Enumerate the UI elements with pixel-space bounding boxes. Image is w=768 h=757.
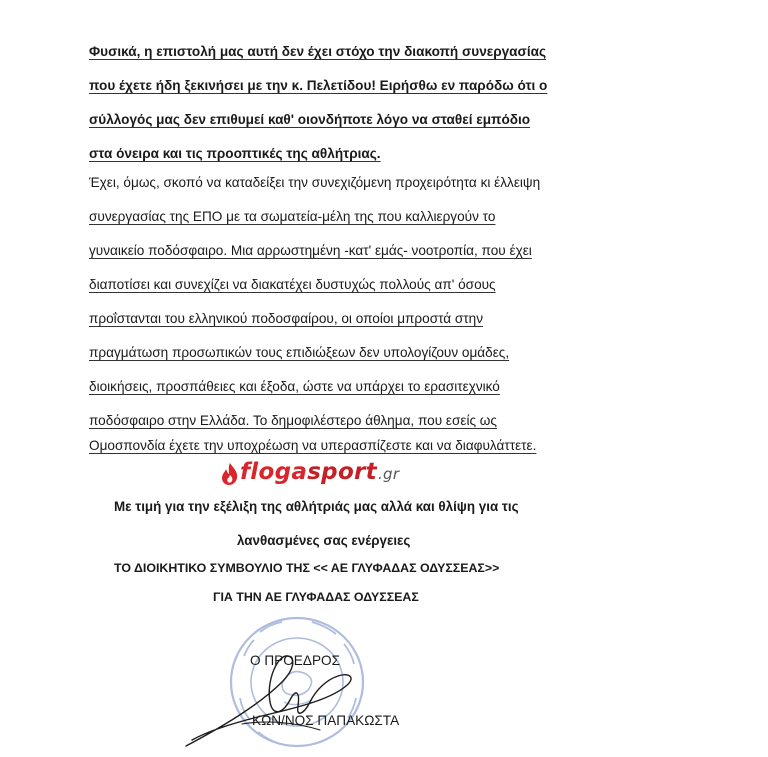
bold-line: Φυσικά, η επιστολή μας αυτή δεν έχει στόχο την διακοπή συνεργασίας: [89, 44, 547, 59]
body-line: προΐστανται του ελληνικού ποδοσφαίρου, οι οποίοι μπροστά στην: [89, 311, 484, 326]
for-club-line: ΓΙΑ ΤΗΝ ΑΕ ΓΛΥΦΑΔΑΣ ΟΔΥΣΣΕΑΣ: [213, 590, 419, 604]
president-name: ΚΩΝ/ΝΟΣ ΠΑΠΑΚΩΣΤΑ: [252, 713, 400, 728]
body-line: συνεργασίας της ΕΠΟ με τα σωματεία-μέλη της που καλλιεργούν το: [89, 209, 496, 224]
president-title: Ο ΠΡΟΕΔΡΟΣ: [250, 653, 340, 668]
watermark-brand-accent: sport: [307, 459, 377, 485]
handwritten-signature-icon: [170, 640, 410, 755]
body-line: Ομοσπονδία έχετε την υποχρέωση να υπερασπίζεστε και να διαφυλάττετε.: [89, 438, 537, 453]
watermark-text: [240, 459, 399, 485]
body-line: Έχει, όμως, σκοπό να καταδείξει την συνεχιζόμενη προχειρότητα κι έλλειψη: [89, 175, 541, 190]
watermark-brand-tld: .gr: [377, 465, 400, 483]
body-line: ποδόσφαιρο στην Ελλάδα. Το δημοφιλέστερο άθλημα, που εσείς ως: [89, 413, 497, 428]
watermark-brand-main: floga: [240, 459, 308, 485]
body-line: διοικήσεις, προσπάθειες και έξοδα, ώστε να υπάρχει το ερασιτεχνικό: [89, 379, 500, 394]
bold-line: στα όνειρα και τις προοπτικές της αθλήτριας.: [89, 146, 381, 161]
flogasport-watermark: [220, 460, 460, 490]
body-line: διαποτίσει και συνεχίζει να διακατέχει δυστυχώς πολλούς απ' όσους: [89, 277, 496, 292]
closing-line-1: Με τιμή για την εξέλιξη της αθλήτριάς μας αλλά και θλίψη για τις: [114, 499, 519, 514]
board-line: ΤΟ ΔΙΟΙΚΗΤΙΚΟ ΣΥΜΒΟΥΛΙΟ ΤΗΣ << ΑΕ ΓΛΥΦΑΔΑΣ ΟΔΥΣΣΕΑΣ>>: [114, 561, 500, 575]
body-line: γυναικείο ποδόσφαιρο. Μια αρρωστημένη -κατ' εμάς- νοοτροπία, που έχει: [89, 243, 532, 258]
bold-line: που έχετε ήδη ξεκινήσει με την κ. Πελετίδου! Ειρήσθω εν παρόδω ότι ο: [89, 78, 548, 93]
body-line: πραγμάτωση προσωπικών τους επιδιώξεων δεν υπολογίζουν ομάδες,: [89, 345, 510, 360]
flame-icon: [220, 462, 240, 486]
closing-line-2: λανθασμένες σας ενέργειες: [237, 533, 411, 548]
bold-line: σύλλογός μας δεν επιθυμεί καθ' οιονδήποτε λόγο να σταθεί εμπόδιο: [89, 112, 531, 127]
